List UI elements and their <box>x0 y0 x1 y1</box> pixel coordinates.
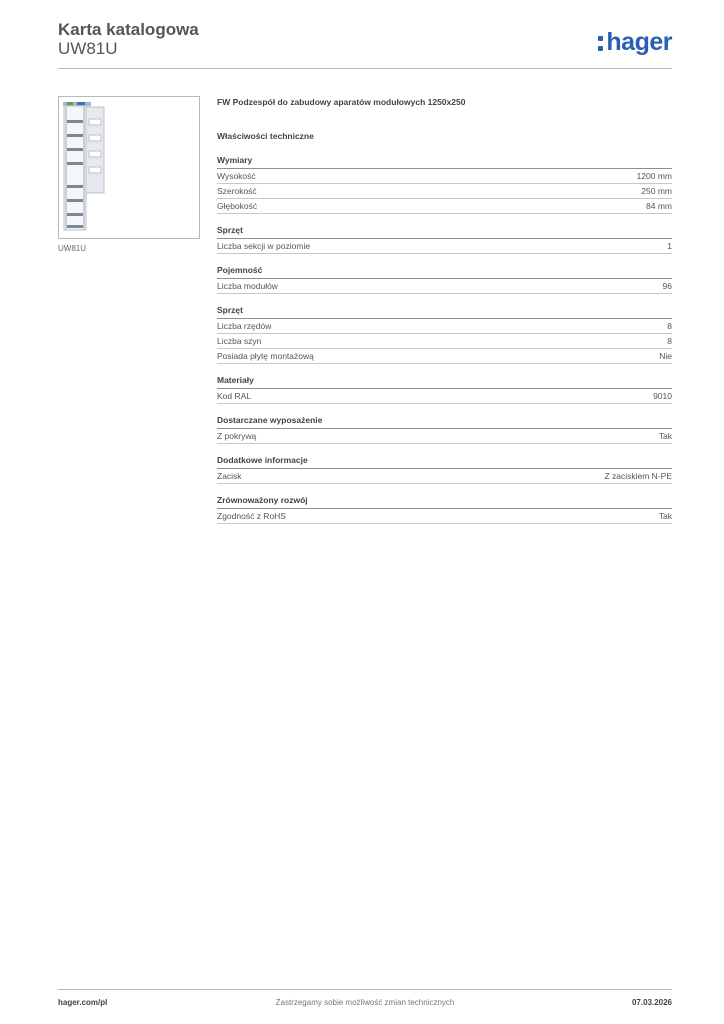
spec-group-heading: Dodatkowe informacje <box>217 454 672 469</box>
spec-group-additional <box>217 454 672 484</box>
spec-group-equipment <box>217 224 672 254</box>
spec-value: 96 <box>662 281 672 291</box>
spec-group-sustainability <box>217 494 672 524</box>
logo-text: hager <box>606 28 672 56</box>
header-divider <box>58 68 672 69</box>
spec-group-materials <box>217 374 672 404</box>
spec-row <box>217 429 672 444</box>
spec-value: 84 mm <box>646 201 672 211</box>
spec-label: Zacisk <box>217 471 242 481</box>
footer-website-link[interactable]: hager.com/pl <box>58 998 108 1007</box>
footer-disclaimer: Zastrzegamy sobie możliwość zmian technicznych <box>275 998 455 1007</box>
spec-row <box>217 469 672 484</box>
logo-colon-icon <box>598 36 604 51</box>
spec-group-heading: Sprzęt <box>217 224 672 239</box>
footer-divider <box>58 989 672 990</box>
spec-value: Tak <box>658 511 672 521</box>
product-image <box>58 96 200 239</box>
spec-row <box>217 169 672 184</box>
specification-sheet <box>217 96 672 534</box>
spec-row <box>217 279 672 294</box>
spec-label: Zgodność z RoHS <box>217 511 286 521</box>
spec-value: 8 <box>667 321 672 331</box>
spec-label: Liczba szyn <box>217 336 262 346</box>
spec-label: Kod RAL <box>217 391 252 401</box>
spec-row <box>217 199 672 214</box>
product-image-caption: UW81U <box>58 244 87 253</box>
document-title: Karta katalogowa <box>58 20 199 39</box>
footer-date: 07.03.2026 <box>631 998 672 1007</box>
spec-label: Liczba rzędów <box>217 321 272 331</box>
product-code: UW81U <box>58 39 118 58</box>
document-header <box>58 20 672 70</box>
spec-row <box>217 389 672 404</box>
spec-row <box>217 349 672 364</box>
spec-label: Liczba modułów <box>217 281 278 291</box>
spec-group-capacity <box>217 264 672 294</box>
spec-row <box>217 334 672 349</box>
spec-group-heading: Dostarczane wyposażenie <box>217 414 672 429</box>
spec-group-heading: Sprzęt <box>217 304 672 319</box>
spec-row <box>217 509 672 524</box>
spec-value: Tak <box>658 431 672 441</box>
spec-group-equipment-rows <box>217 304 672 364</box>
spec-label: Szerokość <box>217 186 257 196</box>
spec-row <box>217 239 672 254</box>
spec-label: Liczba sekcji w poziomie <box>217 241 311 251</box>
spec-label: Głębokość <box>217 201 258 211</box>
spec-group-heading: Pojemność <box>217 264 672 279</box>
spec-group-heading: Materiały <box>217 374 672 389</box>
spec-value: 1 <box>667 241 672 251</box>
spec-label: Z pokrywą <box>217 431 257 441</box>
spec-group-heading: Wymiary <box>217 154 672 169</box>
product-title: FW Podzespół do zabudowy aparatów modułowych 1250x250 <box>217 97 466 107</box>
spec-value: Z zaciskiem N-PE <box>604 471 672 481</box>
spec-value: 8 <box>667 336 672 346</box>
spec-row <box>217 319 672 334</box>
spec-group-dimensions <box>217 154 672 214</box>
section-title: Właściwości techniczne <box>217 131 314 141</box>
spec-value: 1200 mm <box>636 171 672 181</box>
hager-logo <box>598 28 672 57</box>
spec-value: Nie <box>659 351 672 361</box>
spec-value: 250 mm <box>641 186 672 196</box>
spec-group-heading: Zrównoważony rozwój <box>217 494 672 509</box>
spec-group-supplied <box>217 414 672 444</box>
distribution-board-frame-icon <box>59 97 199 238</box>
spec-value: 9010 <box>653 391 672 401</box>
spec-label: Posiada płytę montażową <box>217 351 314 361</box>
spec-row <box>217 184 672 199</box>
spec-label: Wysokość <box>217 171 256 181</box>
